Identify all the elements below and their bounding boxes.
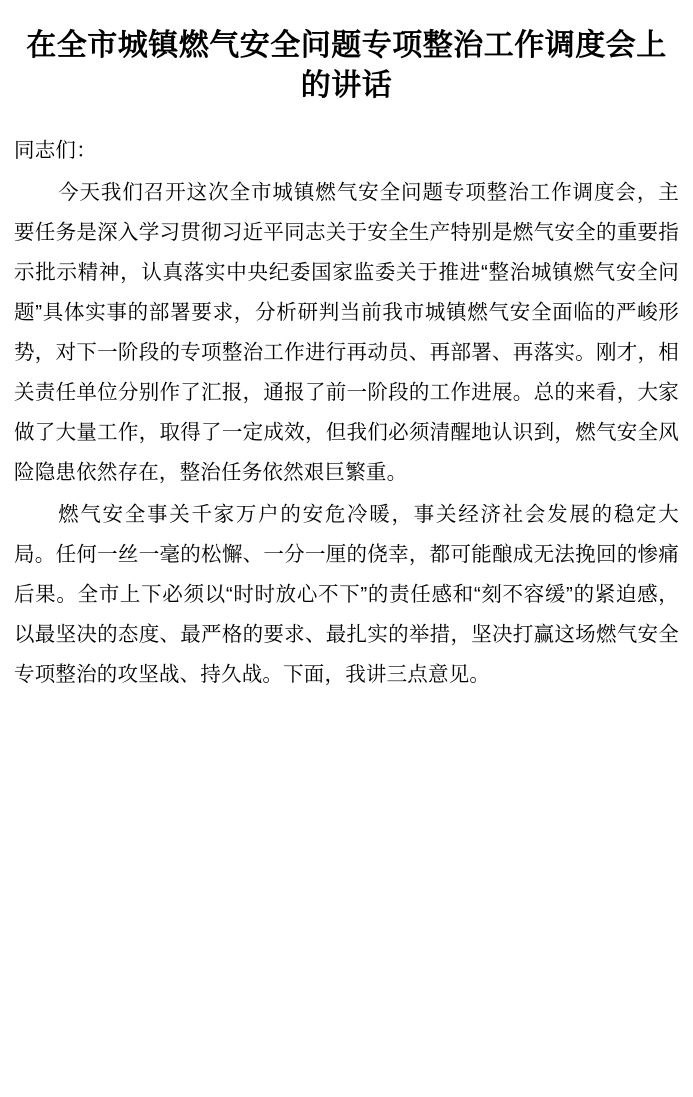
page-title: 在全市城镇燃气安全问题专项整治工作调度会上的讲话 <box>26 29 667 102</box>
document-body <box>14 131 679 695</box>
paragraph-salutation: 同志们： <box>14 139 97 163</box>
paragraph-2: 燃气安全事关千家万户的安危冷暖，事关经济社会发展的稳定大局。任何一丝一毫的松懈、一分一厘的侥幸，都可能酿成无法挽回的惨痛后果。全市上下必须以“时时放心不下”的责任感和“刻不容缓”的紧迫感，以最坚决的态度、最严格的要求、最扎实的举措，坚决打赢这场燃气安全专项整治的攻坚战、持久战。下面，我讲三点意见。 <box>14 502 679 686</box>
paragraph-1: 今天我们召开这次全市城镇燃气安全问题专项整治工作调度会，主要任务是深入学习贯彻习近平同志关于安全生产特别是燃气安全的重要指示批示精神，认真落实中央纪委国家监委关于推进“整治城镇燃气安全问题”具体实事的部署要求，分析研判当前我市城镇燃气安全面临的严峻形势，对下一阶段的专项整治工作进行再动员、再部署、再落实。刚才，相关责任单位分别作了汇报，通报了前一阶段的工作进展。总的来看，大家做了大量工作，取得了一定成效，但我们必须清醒地认识到，燃气安全风险隐患依然存在，整治任务依然艰巨繁重。 <box>14 181 679 484</box>
